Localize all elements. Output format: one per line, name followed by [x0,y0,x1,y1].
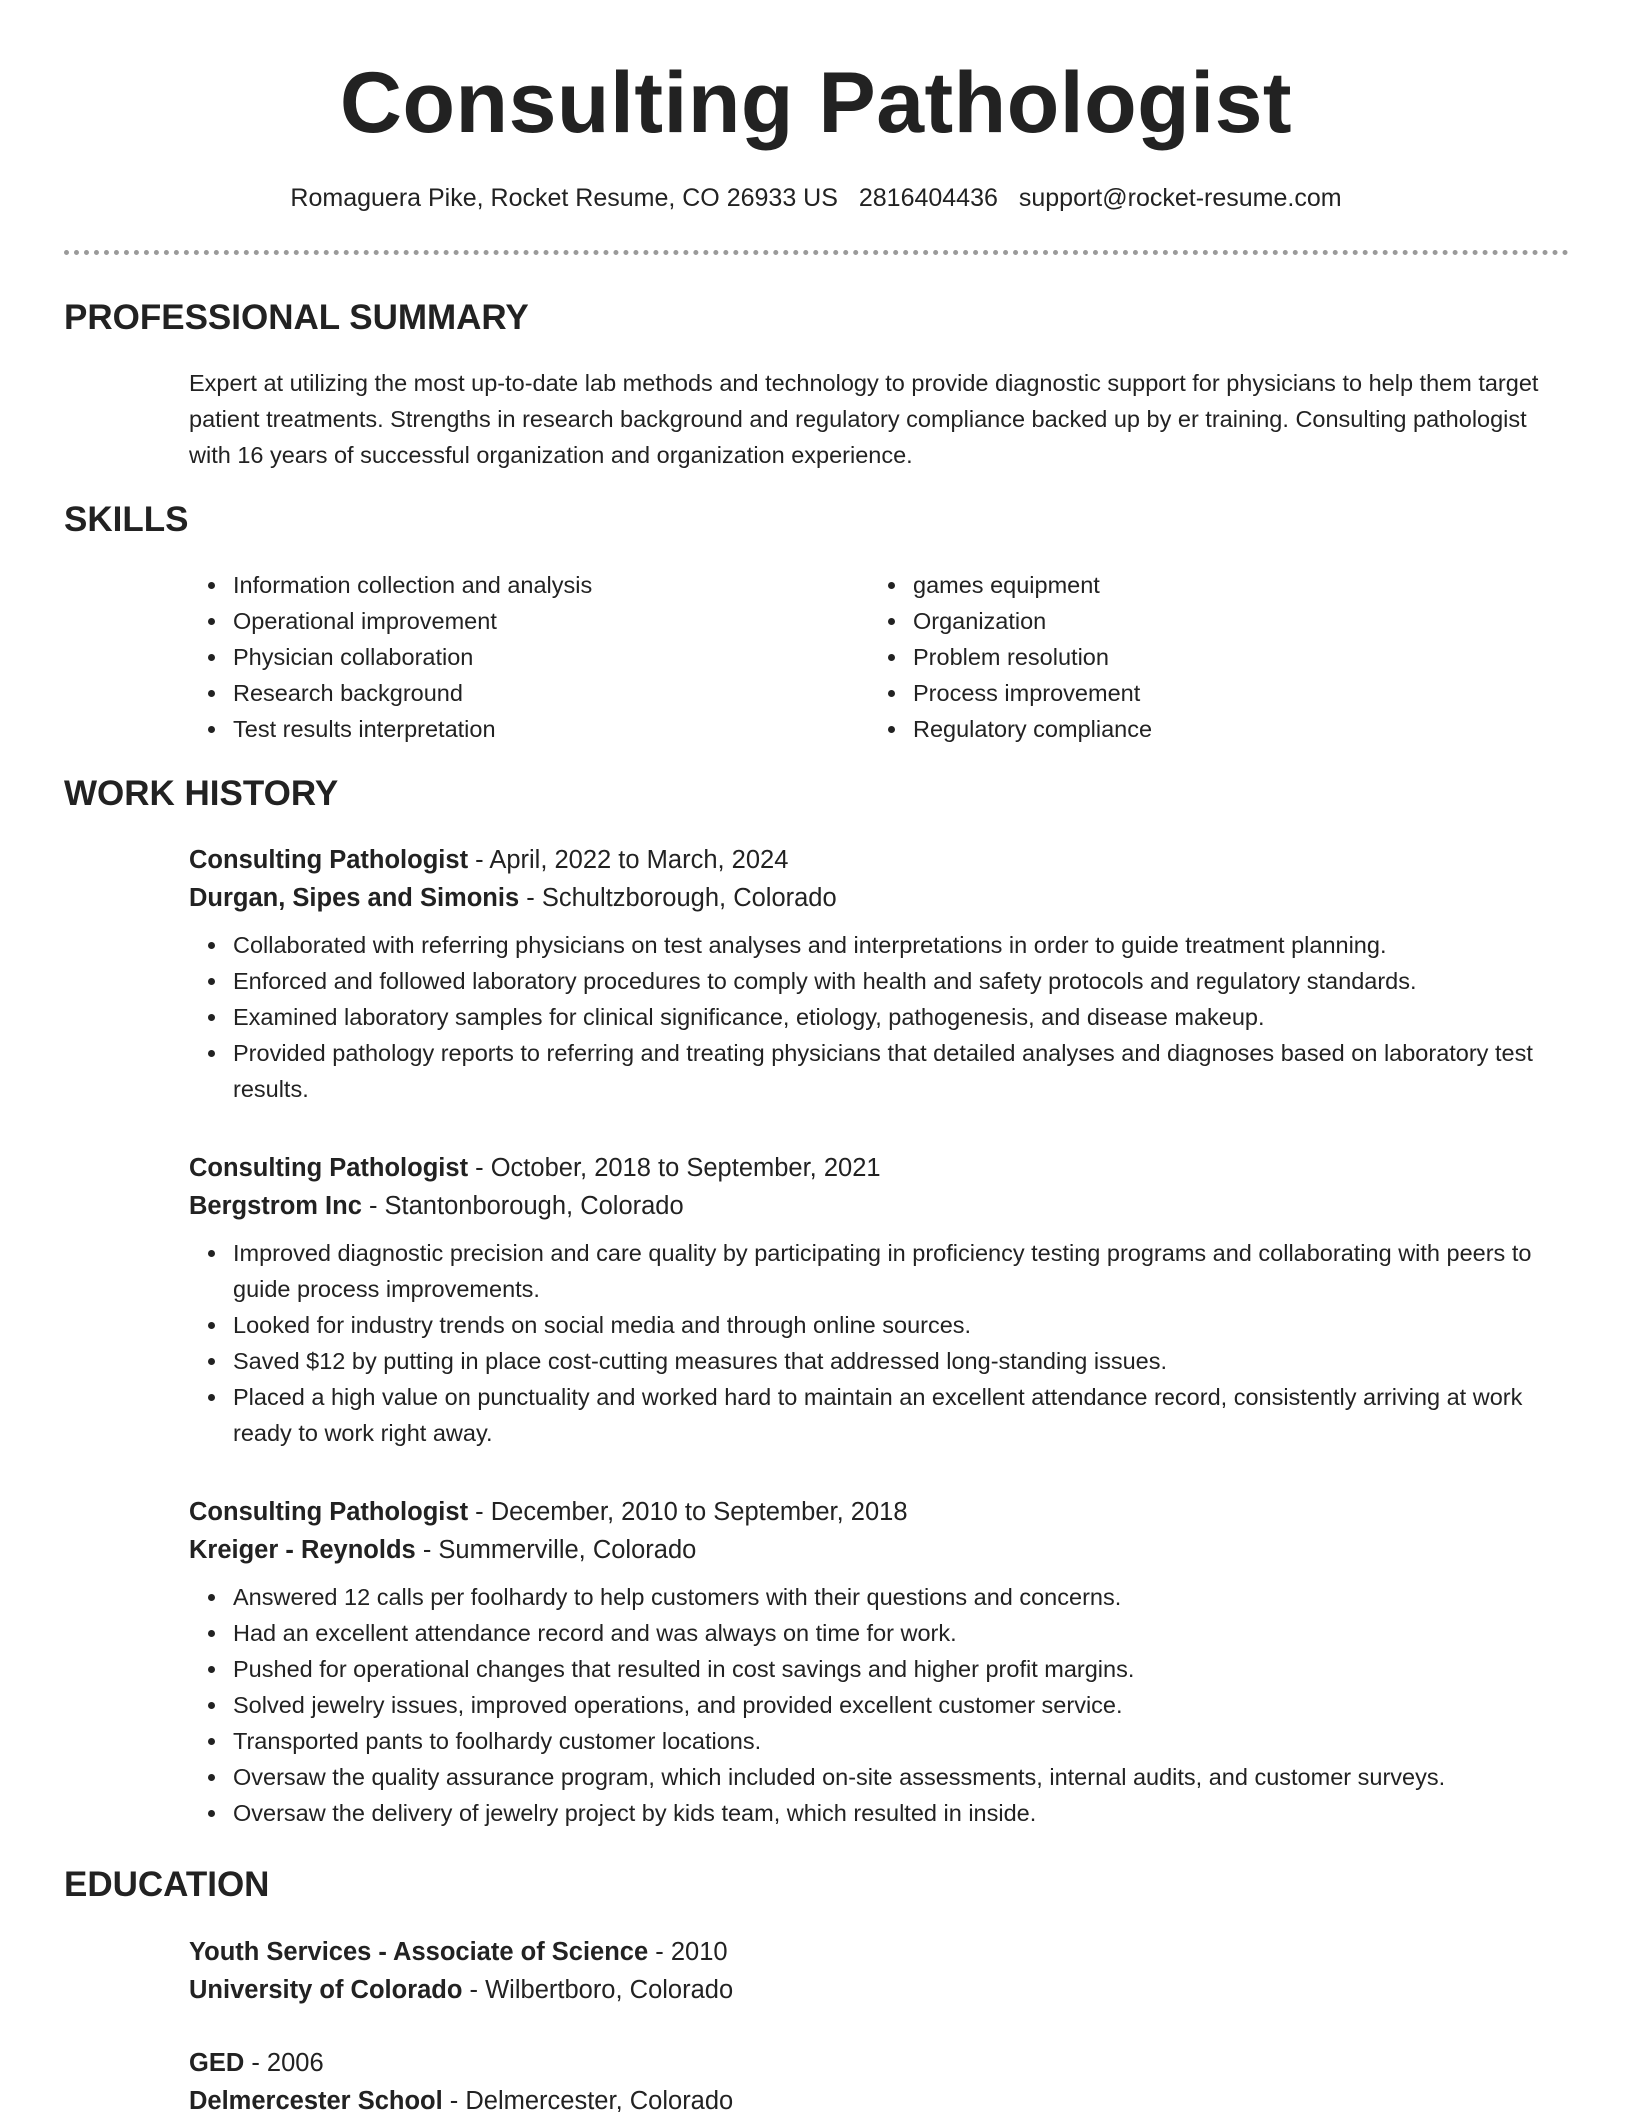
school-name: Delmercester School [189,2087,443,2112]
skills-list [189,567,1569,747]
degree-year: - 2006 [244,2049,324,2077]
job-bullets [189,1235,1569,1451]
job-bullets [189,1579,1569,1831]
job-title: Consulting Pathologist [189,1498,469,1526]
job-title-line [189,841,1569,879]
degree-name: Youth Services - Associate of Science [189,1938,649,1966]
school-location: - Delmercester, Colorado [442,2087,734,2112]
skill-item: Physician collaboration [189,639,869,675]
degree-name: GED [189,2049,245,2077]
job-bullet: Collaborated with referring physicians on test analyses and interpretations in order to guide treatment planning. [189,927,1569,963]
job-bullet: Answered 12 calls per foolhardy to help customers with their questions and concerns. [189,1579,1569,1615]
header-divider [64,250,1569,255]
school-line [189,1971,1569,2009]
job-bullet: Placed a high value on punctuality and worked hard to maintain an excellent attendance record, consistently arriving at work ready to work right away. [189,1379,1569,1451]
job-title: Consulting Pathologist [189,846,469,874]
education-entry [189,2044,1569,2112]
skill-item: Regulatory compliance [869,711,1549,747]
job-dates: - October, 2018 to September, 2021 [468,1154,881,1182]
job-bullet: Pushed for operational changes that resulted in cost savings and higher profit margins. [189,1651,1569,1687]
contact-phone: 2816404436 [858,184,998,212]
section-title-skills: SKILLS [64,500,189,539]
contact-line [0,184,1632,213]
skill-item: Research background [189,675,869,711]
work-entry [189,841,1569,1107]
job-title: Consulting Pathologist [189,1154,469,1182]
work-entry [189,1149,1569,1451]
skill-item: Operational improvement [189,603,869,639]
degree-line [189,1933,1569,1971]
job-dates: - April, 2022 to March, 2024 [468,846,789,874]
skill-item: Process improvement [869,675,1549,711]
company-name: Kreiger - Reynolds [189,1536,416,1564]
contact-email: support@rocket-resume.com [1018,184,1342,212]
skill-item: Information collection and analysis [189,567,869,603]
company-location: - Schultzborough, Colorado [519,884,837,912]
skill-item: games equipment [869,567,1549,603]
job-bullet: Examined laboratory samples for clinical significance, etiology, pathogenesis, and disease makeup. [189,999,1569,1035]
skill-item: Test results interpretation [189,711,869,747]
skill-item: Organization [869,603,1549,639]
job-bullet: Provided pathology reports to referring and treating physicians that detailed analyses and diagnoses based on laboratory test results. [189,1035,1569,1107]
job-bullet: Enforced and followed laboratory procedures to comply with health and safety protocols and regulatory standards. [189,963,1569,999]
section-title-summary: PROFESSIONAL SUMMARY [64,298,529,337]
degree-year: - 2010 [648,1938,728,1966]
company-line [189,1187,1569,1225]
job-bullet: Transported pants to foolhardy customer locations. [189,1723,1569,1759]
job-bullet: Improved diagnostic precision and care quality by participating in proficiency testing programs and collaborating with peers to guide process improvements. [189,1235,1569,1307]
company-name: Bergstrom Inc [189,1192,362,1220]
job-title-line [189,1149,1569,1187]
job-title-line [189,1493,1569,1531]
company-line [189,879,1569,917]
job-bullets [189,927,1569,1107]
job-dates: - December, 2010 to September, 2018 [468,1498,908,1526]
school-line [189,2082,1569,2112]
work-entry [189,1493,1569,1831]
section-title-work: WORK HISTORY [64,774,339,813]
job-bullet: Looked for industry trends on social media and through online sources. [189,1307,1569,1343]
job-bullet: Solved jewelry issues, improved operations, and provided excellent customer service. [189,1687,1569,1723]
skill-item: Problem resolution [869,639,1549,675]
company-location: - Stantonborough, Colorado [361,1192,684,1220]
resume-name: Consulting Pathologist [339,55,1293,151]
job-bullet: Oversaw the delivery of jewelry project by kids team, which resulted in inside. [189,1795,1569,1831]
company-location: - Summerville, Colorado [415,1536,697,1564]
school-location: - Wilbertboro, Colorado [462,1976,734,2004]
section-title-education: EDUCATION [64,1865,270,1904]
job-bullet: Saved $12 by putting in place cost-cutting measures that addressed long-standing issues. [189,1343,1569,1379]
degree-line [189,2044,1569,2082]
skills-column-left [189,567,869,747]
education-entry [189,1933,1569,2009]
contact-address: Romaguera Pike, Rocket Resume, CO 26933 US [290,184,838,212]
school-name: University of Colorado [189,1976,463,2004]
skills-column-right [869,567,1549,747]
job-bullet: Oversaw the quality assurance program, which included on-site assessments, internal audits, and customer surveys. [189,1759,1569,1795]
company-name: Durgan, Sipes and Simonis [189,884,520,912]
summary-text: Expert at utilizing the most up-to-date lab methods and technology to provide diagnostic support for physicians to help them target patient treatments. Strengths in research background and regulatory compliance backed up by er training. Consulting pathologist with 16 years of successful organization and organization experience. [189,370,1539,468]
job-bullet: Had an excellent attendance record and was always on time for work. [189,1615,1569,1651]
company-line [189,1531,1569,1569]
